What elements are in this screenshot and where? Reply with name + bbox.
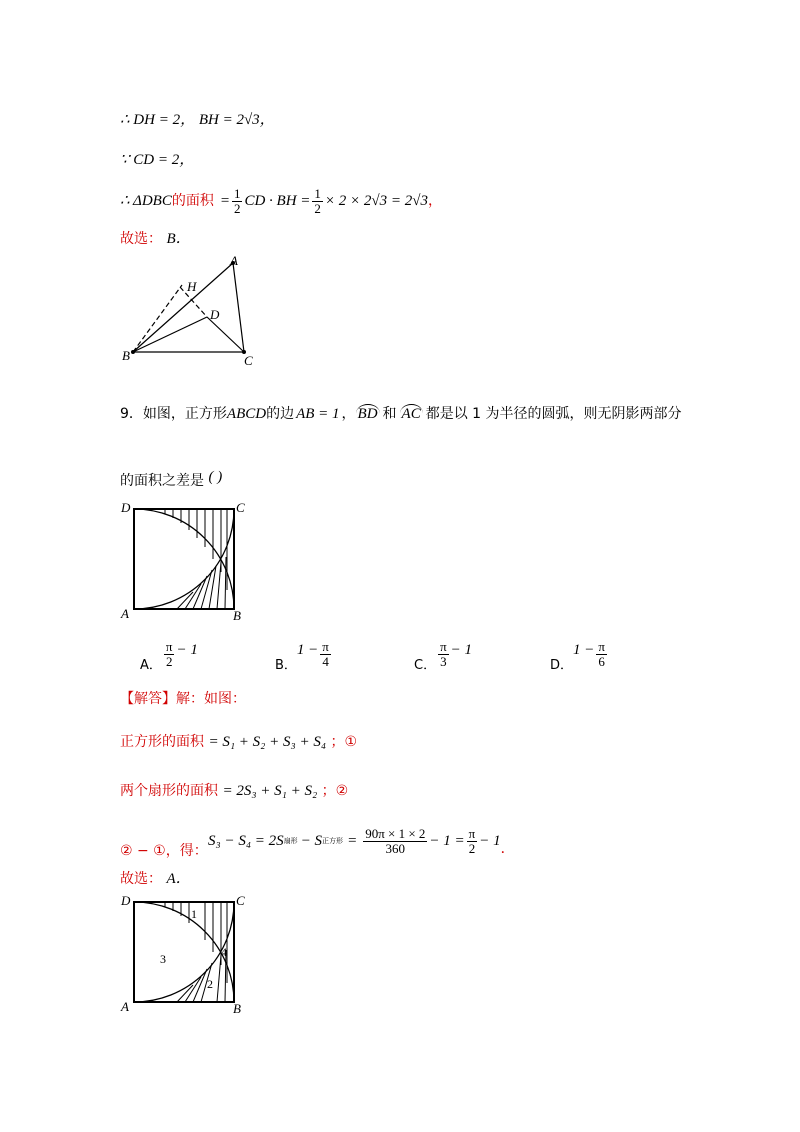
label-a: A <box>230 255 238 268</box>
label-b: B <box>233 1001 241 1016</box>
dh-bh-expression: ∴ DH = 2， BH = 2√3， <box>120 112 275 128</box>
square-area-label: 正方形的面积 <box>120 734 204 750</box>
arc-ac: AC <box>401 406 421 422</box>
ab-equals-1: AB = 1 <box>296 405 340 422</box>
sub-sector: 扇形 <box>283 837 298 845</box>
line-dh-bh <box>120 111 275 129</box>
label-d: D <box>121 893 131 908</box>
sector-fraction: $\frac{90\pi \times 1 \times 2}{360}$ <box>365 825 426 856</box>
label-h: H <box>187 279 197 294</box>
cd-expression: ∵ CD = 2， <box>120 152 195 168</box>
pi-half-fraction: $\frac{\pi}{2}$ <box>468 825 476 856</box>
label-a: A <box>121 999 129 1014</box>
solution-line-2 <box>120 782 348 800</box>
area-end: ， <box>428 193 443 209</box>
label-c: C <box>236 500 245 515</box>
option-b-pre: 1 − <box>296 642 319 658</box>
square-area-expr: = S₁ + S₂ + S₃ + S₄ <box>208 734 327 750</box>
square-abcd: ABCD <box>226 405 267 422</box>
solution-answer <box>120 870 191 888</box>
region-3: 3 <box>160 952 166 966</box>
sector-area-label: 两个扇形的面积 <box>120 783 218 799</box>
problem-text-line2: 的面积之差是 <box>120 473 204 489</box>
label-d: D <box>210 307 220 322</box>
subtract-expr-a: S₃ − S₄ = 2S <box>208 833 284 849</box>
sector-area-expr: = 2S₃ + S₁ + S₂ <box>222 783 318 799</box>
problem-9-line-2 <box>120 468 222 490</box>
answer-blank: ( ) <box>208 469 223 485</box>
region-1: 1 <box>191 907 197 921</box>
option-c-rest: − 1 <box>450 642 473 658</box>
sector-area-end: ；② <box>321 783 349 799</box>
option-c[interactable]: C． $\frac{\pi}{3}$ − 1 <box>414 639 473 673</box>
final-answer-label: 故选： <box>120 871 162 887</box>
option-d-label: D． <box>550 658 574 673</box>
half-fraction-1: $\frac{1}{2}$ <box>233 185 241 216</box>
subtract-expr-b: − S <box>300 833 323 849</box>
subtract-expr-e: − 1 <box>479 833 501 849</box>
triangle-dbc: ∴ ΔDBC <box>120 193 172 209</box>
option-a-rest: − 1 <box>176 642 198 658</box>
option-b-label: B． <box>275 658 297 673</box>
square-arcs-figure <box>115 500 255 625</box>
square-area-end: ；① <box>330 734 358 750</box>
line-cd <box>120 151 194 169</box>
label-b: B <box>122 348 130 363</box>
area-expr-b: × 2 × 2√3 = 2√3 <box>324 193 429 209</box>
subtract-label: ② − ①，得： <box>120 843 208 859</box>
option-b[interactable]: B． 1 − $\frac{\pi}{4}$ <box>275 639 329 673</box>
solution-header: 【解答】解：如图： <box>120 691 246 707</box>
region-2: 2 <box>207 977 213 991</box>
option-d[interactable]: D． 1 − $\frac{\pi}{6}$ <box>550 639 605 673</box>
option-a-label: A． <box>140 658 162 673</box>
area-label: 的面积 <box>171 193 214 209</box>
square-regions-figure <box>115 893 255 1018</box>
subtract-expr-c: = <box>347 833 358 849</box>
half-fraction-2: $\frac{1}{2}$ <box>314 185 321 216</box>
problem-9-line-1 <box>120 404 682 423</box>
arc-bd: BD <box>357 406 378 422</box>
option-c-label: C． <box>414 658 437 673</box>
problem-text-b: 的边 <box>266 405 295 422</box>
final-answer-a: A． <box>166 871 191 887</box>
sub-square: 正方形 <box>322 837 344 845</box>
answer-label: 故选： <box>120 231 162 247</box>
line-answer-b <box>120 230 191 248</box>
label-c: C <box>244 353 253 368</box>
label-d: D <box>121 500 131 515</box>
region-4: 4 <box>221 945 227 959</box>
triangle-figure <box>120 255 280 375</box>
problem-text-d: 和 <box>382 405 397 422</box>
solution-line-1 <box>120 733 357 751</box>
label-c: C <box>236 893 245 908</box>
line-area-dbc: ∴ ΔDBC 的面积 = $\frac{1}{2}$ CD · BH = $\frac{1}{2}$ × 2 × 2√3 = 2√3 ， <box>120 185 443 216</box>
problem-text-a: 9．如图，正方形 <box>120 405 227 422</box>
subtract-expr-d: − 1 = <box>429 833 465 849</box>
subtract-end: ． <box>500 841 515 857</box>
label-a: A <box>121 606 129 621</box>
option-a[interactable]: A． $\frac{\pi}{2}$ − 1 <box>140 639 198 673</box>
problem-text-c: ， <box>341 405 356 422</box>
answer-b: B． <box>166 231 191 247</box>
area-expr-a: CD · BH = <box>244 193 311 209</box>
label-b: B <box>233 608 241 623</box>
problem-text-e: 都是以 1 为半径的圆弧，则无阴影两部分 <box>425 405 682 422</box>
option-d-pre: 1 − <box>573 642 595 658</box>
